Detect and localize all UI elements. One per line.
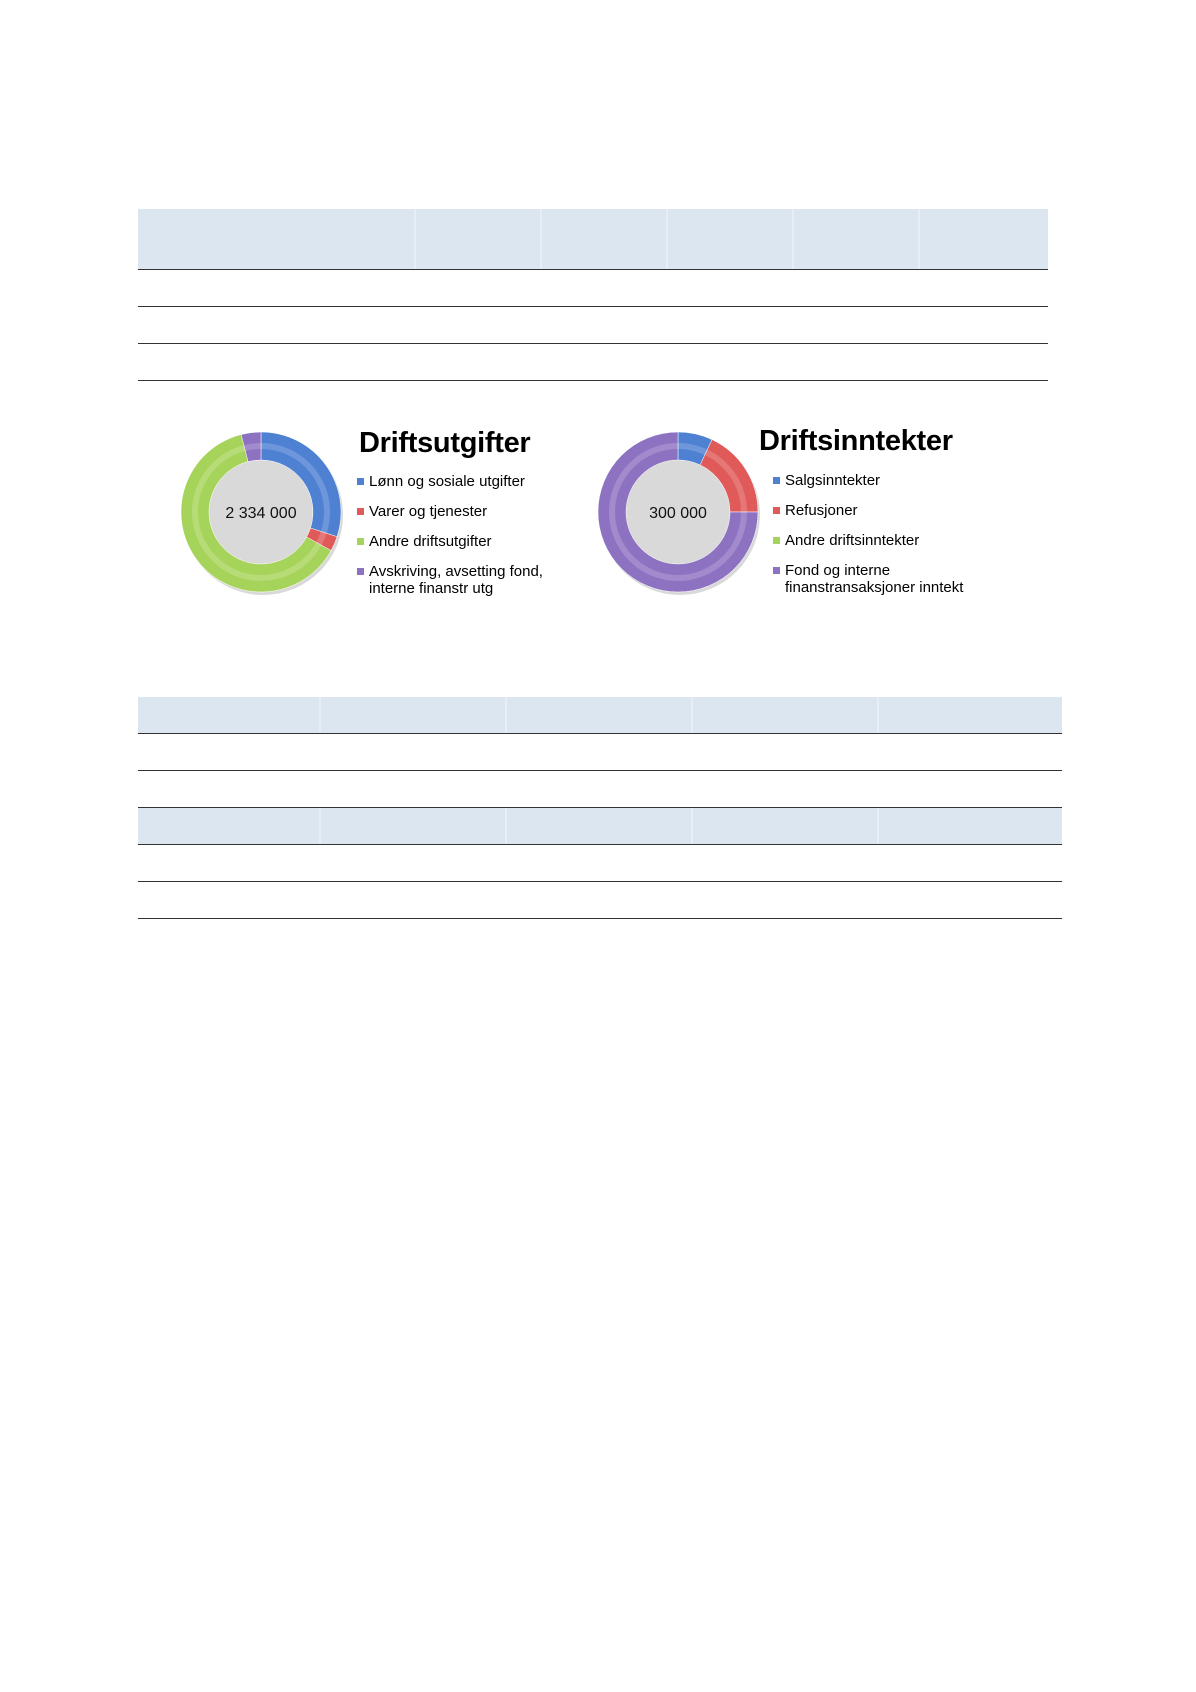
legend-item <box>357 503 557 520</box>
legend-label: Fond og interne finanstransaksjoner inntekt <box>785 562 964 596</box>
legend-label: Refusjoner <box>785 502 858 519</box>
header-cell <box>693 808 879 844</box>
chart-title: Driftsinntekter <box>759 425 953 457</box>
table-row <box>138 882 1062 919</box>
legend-label: Andre driftsutgifter <box>369 533 492 550</box>
table-header-row <box>138 209 1048 270</box>
header-cell <box>879 697 1062 733</box>
legend-swatch <box>773 477 780 484</box>
legend-item <box>773 472 993 489</box>
legend-item <box>357 563 557 597</box>
legend-swatch <box>357 478 364 485</box>
header-cell <box>794 209 920 269</box>
header-cell <box>879 808 1062 844</box>
header-cell <box>138 209 416 269</box>
donut-chart-driftsutgifter <box>176 427 346 597</box>
budget-table-top <box>138 209 1048 381</box>
chart-legend <box>357 473 557 610</box>
table-header-row <box>138 808 1062 845</box>
chart-title: Driftsutgifter <box>359 427 531 459</box>
header-cell <box>416 209 542 269</box>
table-row <box>138 344 1048 381</box>
table-header-row <box>138 697 1062 734</box>
table-row <box>138 771 1062 808</box>
table-row <box>138 307 1048 344</box>
header-cell <box>542 209 668 269</box>
legend-label: Varer og tjenester <box>369 503 488 520</box>
budget-table-bottom <box>138 697 1062 919</box>
header-cell <box>138 697 321 733</box>
legend-swatch <box>773 537 780 544</box>
legend-label: Salgsinntekter <box>785 472 881 489</box>
header-cell <box>507 808 693 844</box>
table-row <box>138 734 1062 771</box>
legend-swatch <box>357 538 364 545</box>
header-cell <box>668 209 794 269</box>
legend-label: Lønn og sosiale utgifter <box>369 473 525 490</box>
table-row <box>138 270 1048 307</box>
legend-item <box>773 502 993 519</box>
chart-legend <box>773 472 993 609</box>
header-cell <box>321 808 507 844</box>
donut-chart-driftsinntekter <box>593 427 763 597</box>
donut-center-label: 2 334 000 <box>225 505 297 522</box>
header-cell <box>920 209 1048 269</box>
table-row <box>138 845 1062 882</box>
legend-item <box>357 533 557 550</box>
legend-swatch <box>357 508 364 515</box>
legend-swatch <box>773 567 780 574</box>
legend-item <box>357 473 557 490</box>
legend-swatch <box>773 507 780 514</box>
legend-label: Andre driftsinntekter <box>785 532 920 549</box>
header-cell <box>138 808 321 844</box>
legend-item <box>773 562 993 596</box>
donut-center-label: 300 000 <box>649 505 707 522</box>
legend-label: Avskriving, avsetting fond, interne finanstr utg <box>369 563 543 597</box>
header-cell <box>507 697 693 733</box>
legend-item <box>773 532 993 549</box>
legend-swatch <box>357 568 364 575</box>
header-cell <box>693 697 879 733</box>
header-cell <box>321 697 507 733</box>
